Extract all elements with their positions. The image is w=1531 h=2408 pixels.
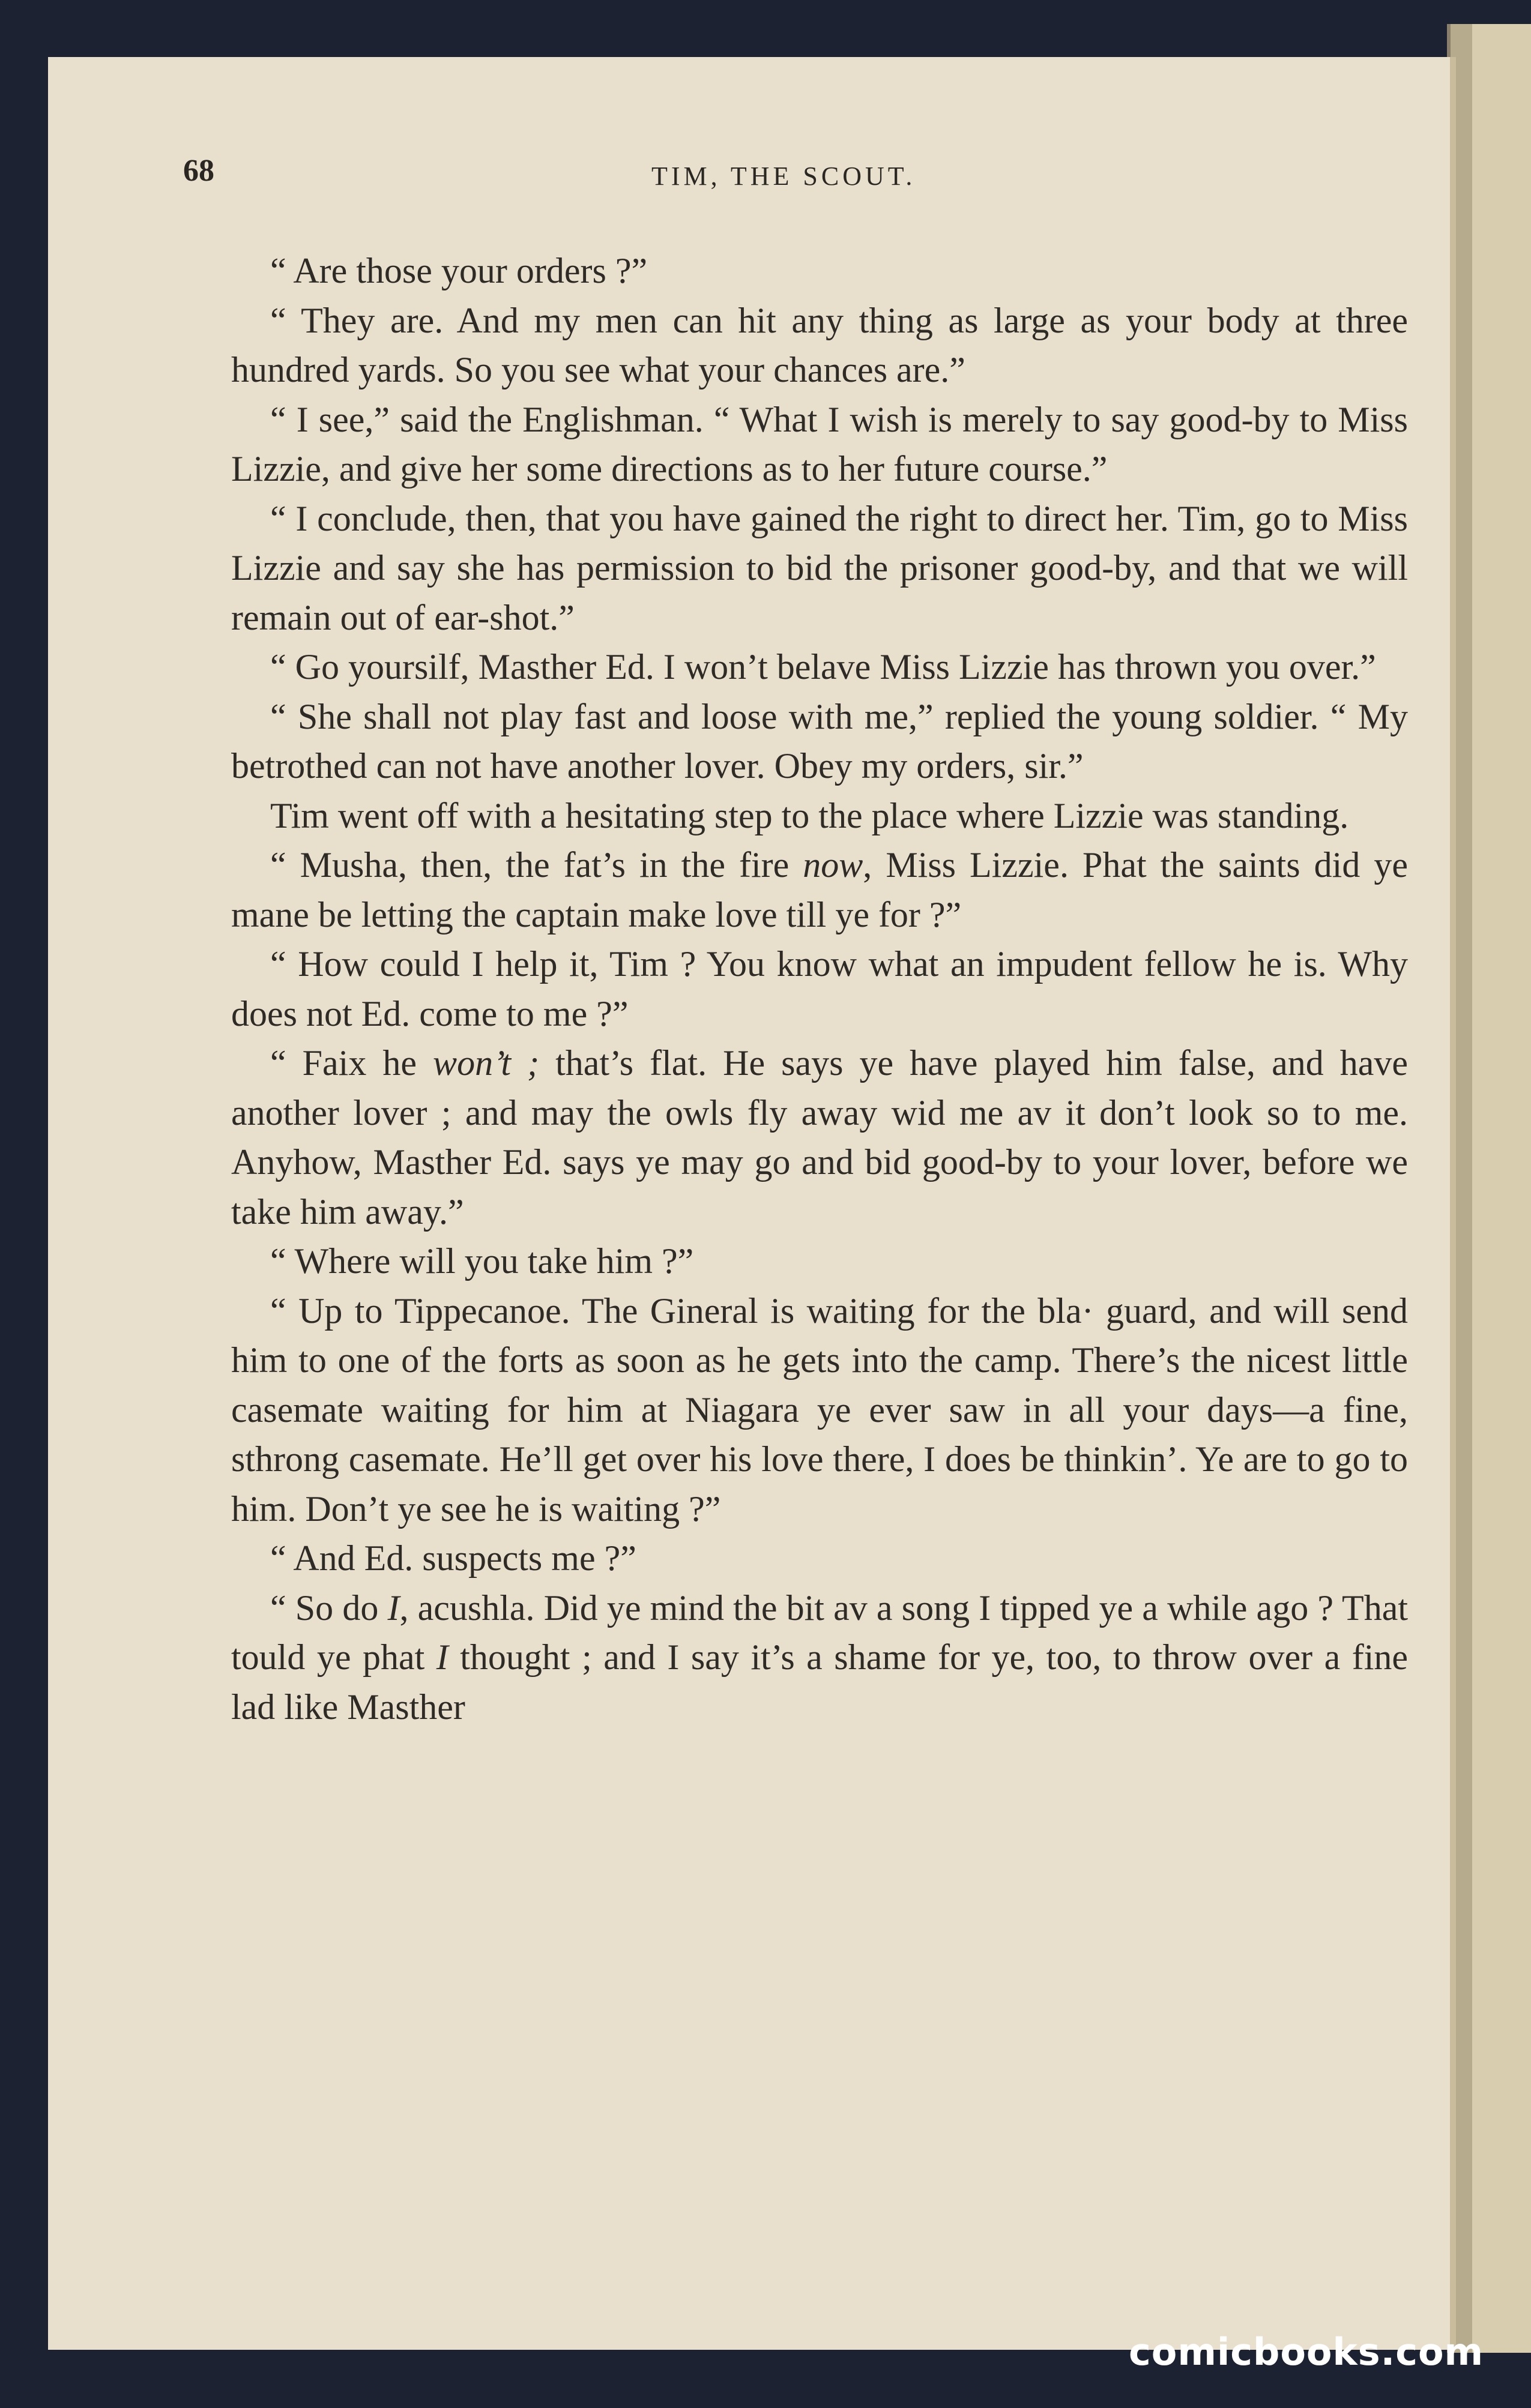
paragraph: “ And Ed. suspects me ?” [270,1538,636,1578]
adjacent-page-edge [1447,24,1531,2353]
paragraph: “ Up to Tippecanoe. The Gineral is waiting for the bla· guard, and will send him to one of the forts as soon as he gets into the camp. There’s the nicest little casemate waiting for him at Niagara ye ever saw in all your days—a fine, sthrong casemate. He’ll get over his love there, I does be thinkin’. Ye are to go to him. Don’t ye see he is waiting ?” [231,1290,1408,1529]
paragraph: “ Go yoursilf, Masther Ed. I won’t belave Miss Lizzie has thrown you over.” [270,647,1376,687]
paragraph: “ They are. And my men can hit any thing as large as your body at three hundred yards. So you see what your chances are.” [231,300,1408,390]
paragraph: “ I see,” said the Englishman. “ What I wish is merely to say good-by to Miss Lizzie, and give her some directions as to her future course.” [231,399,1408,489]
paragraph: Tim went off with a hesitating step to the place where Lizzie was standing. [270,795,1349,835]
running-head: TIM, THE SCOUT. [651,161,916,191]
body-text [231,246,1408,1732]
paragraph: “ Are those your orders ?” [270,251,648,290]
paragraph: “ Faix he won’t ; that’s flat. He says ye have played him false, and have another lover ; and may the owls fly away wid me av it don’t look so to me. Anyhow, Masther Ed. says ye may go and bid good-by to your lover, before we take him away.” [231,1043,1409,1232]
paragraph: “ Musha, then, the fat’s in the fire now, Miss Lizzie. Phat the saints did ye mane be letting the captain make love till ye for ?” [231,845,1408,935]
paragraph: “ Where will you take him ?” [270,1241,694,1281]
site-watermark: comicbooks.com [1129,2330,1484,2374]
paragraph: “ So do I, acushla. Did ye mind the bit av a song I tipped ye a while ago ? That tould ye phat I thought ; and I say it’s a shame for ye, too, to throw over a fine lad like Masther [231,1588,1409,1727]
page-number: 68 [183,154,214,188]
paragraph: “ How could I help it, Tim ? You know what an impudent fellow he is. Why does not Ed. come to me ?” [231,944,1408,1034]
paragraph: “ She shall not play fast and loose with me,” replied the young soldier. “ My betrothed can not have another lover. Obey my orders, sir.” [231,696,1408,786]
paragraph: “ I conclude, then, that you have gained the right to direct her. Tim, go to Miss Lizzie and say she has permission to bid the prisoner good-by, and that we will remain out of ear-shot.” [231,498,1408,637]
